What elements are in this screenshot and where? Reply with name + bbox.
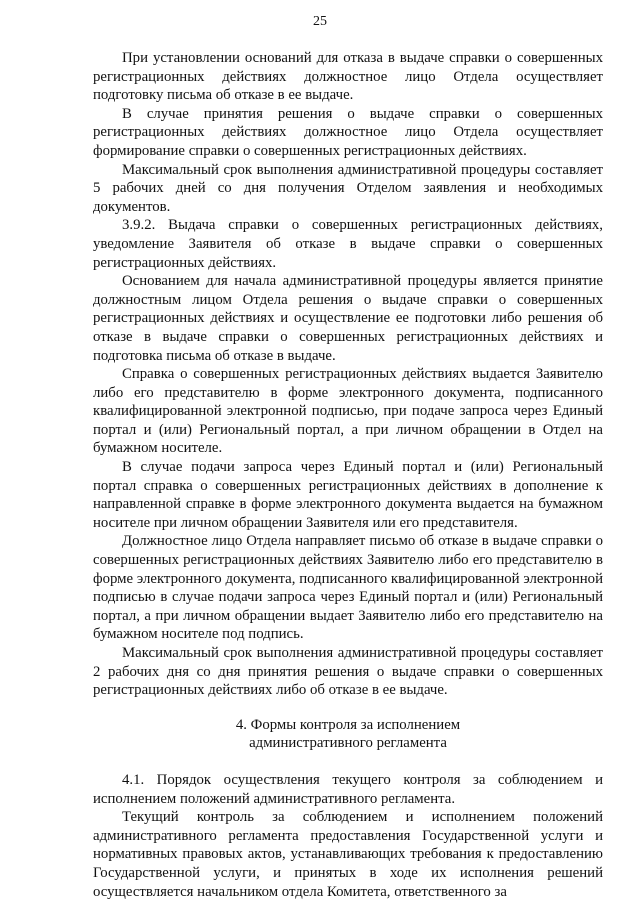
paragraph-refusal-grounds: При установлении оснований для отказа в выдаче справки о совершенных регистрационных действиях должностное лицо Отдела осуществляет подготовку письма об отказе в ее выдаче. [93,50,603,104]
section-heading [93,716,603,753]
paragraph-refusal-letter: Должностное лицо Отдела направляет письмо об отказе в выдаче справки о совершенных регистрационных действиях Заявителю либо его представителю в форме электронного документа, подписанного квалифицированной электронной подписью в случае подачи запроса через Единый портал и (или) Региональный портал, а при личном обращении выдает Заявителю либо его представителю на бумажном носителе под подпись. [93,533,603,643]
paragraph-max-term-2-days: Максимальный срок выполнения административной процедуры составляет 2 рабочих дня со дня принятия решения о выдаче справки о совершенных регистрационных действиях либо об отказе в ее выдаче. [93,645,603,699]
paragraph-max-term-5-days: Максимальный срок выполнения административной процедуры составляет 5 рабочих дней со дня получения Отделом заявления и необходимых документов. [93,161,603,215]
section-heading-line-1: 4. Формы контроля за исполнением [235,716,461,733]
paragraph-certificate-issued: Справка о совершенных регистрационных действиях выдается Заявителю либо его представителю в форме электронного документа, подписанного квалифицированной электронной подписью, при подаче запроса через Единый портал и (или) Региональный портал, а при личном обращении в Отдел на бумажном носителе. [93,366,603,457]
paragraph-3-9-2: 3.9.2. Выдача справки о совершенных регистрационных действиях, уведомление Заявителя об отказе в выдаче справки о совершенных регистрационных действиях. [93,217,603,271]
section-heading-line-2: административного регламента [249,735,447,752]
paragraph-current-control: Текущий контроль за соблюдением и исполнением положений административного регламента предоставления Государственной услуги и нормативных правовых актов, устанавливающих требования к предоставлению Государственной услуги, и принятых в ходе их исполнения решений осуществляется начальником отдела Комитета, ответственного за [93,809,603,900]
paragraph-4-1: 4.1. Порядок осуществления текущего контроля за соблюдением и исполнением положений административного регламента. [93,771,603,807]
page-number: 25 [313,14,327,29]
document-body [93,49,603,901]
paragraph-portal-request: В случае подачи запроса через Единый портал и (или) Региональный портал справка о совершенных регистрационных действиях в дополнение к направленной справке в форме электронного документа выдается на бумажном носителе при личном обращении Заявителя или его представителя. [93,459,603,531]
paragraph-issue-decision: В случае принятия решения о выдаче справки о совершенных регистрационных действиях должностное лицо Отдела осуществляет формирование справки о совершенных регистрационных действиях. [93,105,603,159]
paragraph-procedure-basis: Основанием для начала административной процедуры является принятие должностным лицом Отдела решения о выдаче справки о совершенных регистрационных действиях и осуществление ее подготовки либо решения об отказе в выдаче справки о совершенных регистрационных действиях и подготовка письма об отказе в выдаче. [93,273,603,364]
